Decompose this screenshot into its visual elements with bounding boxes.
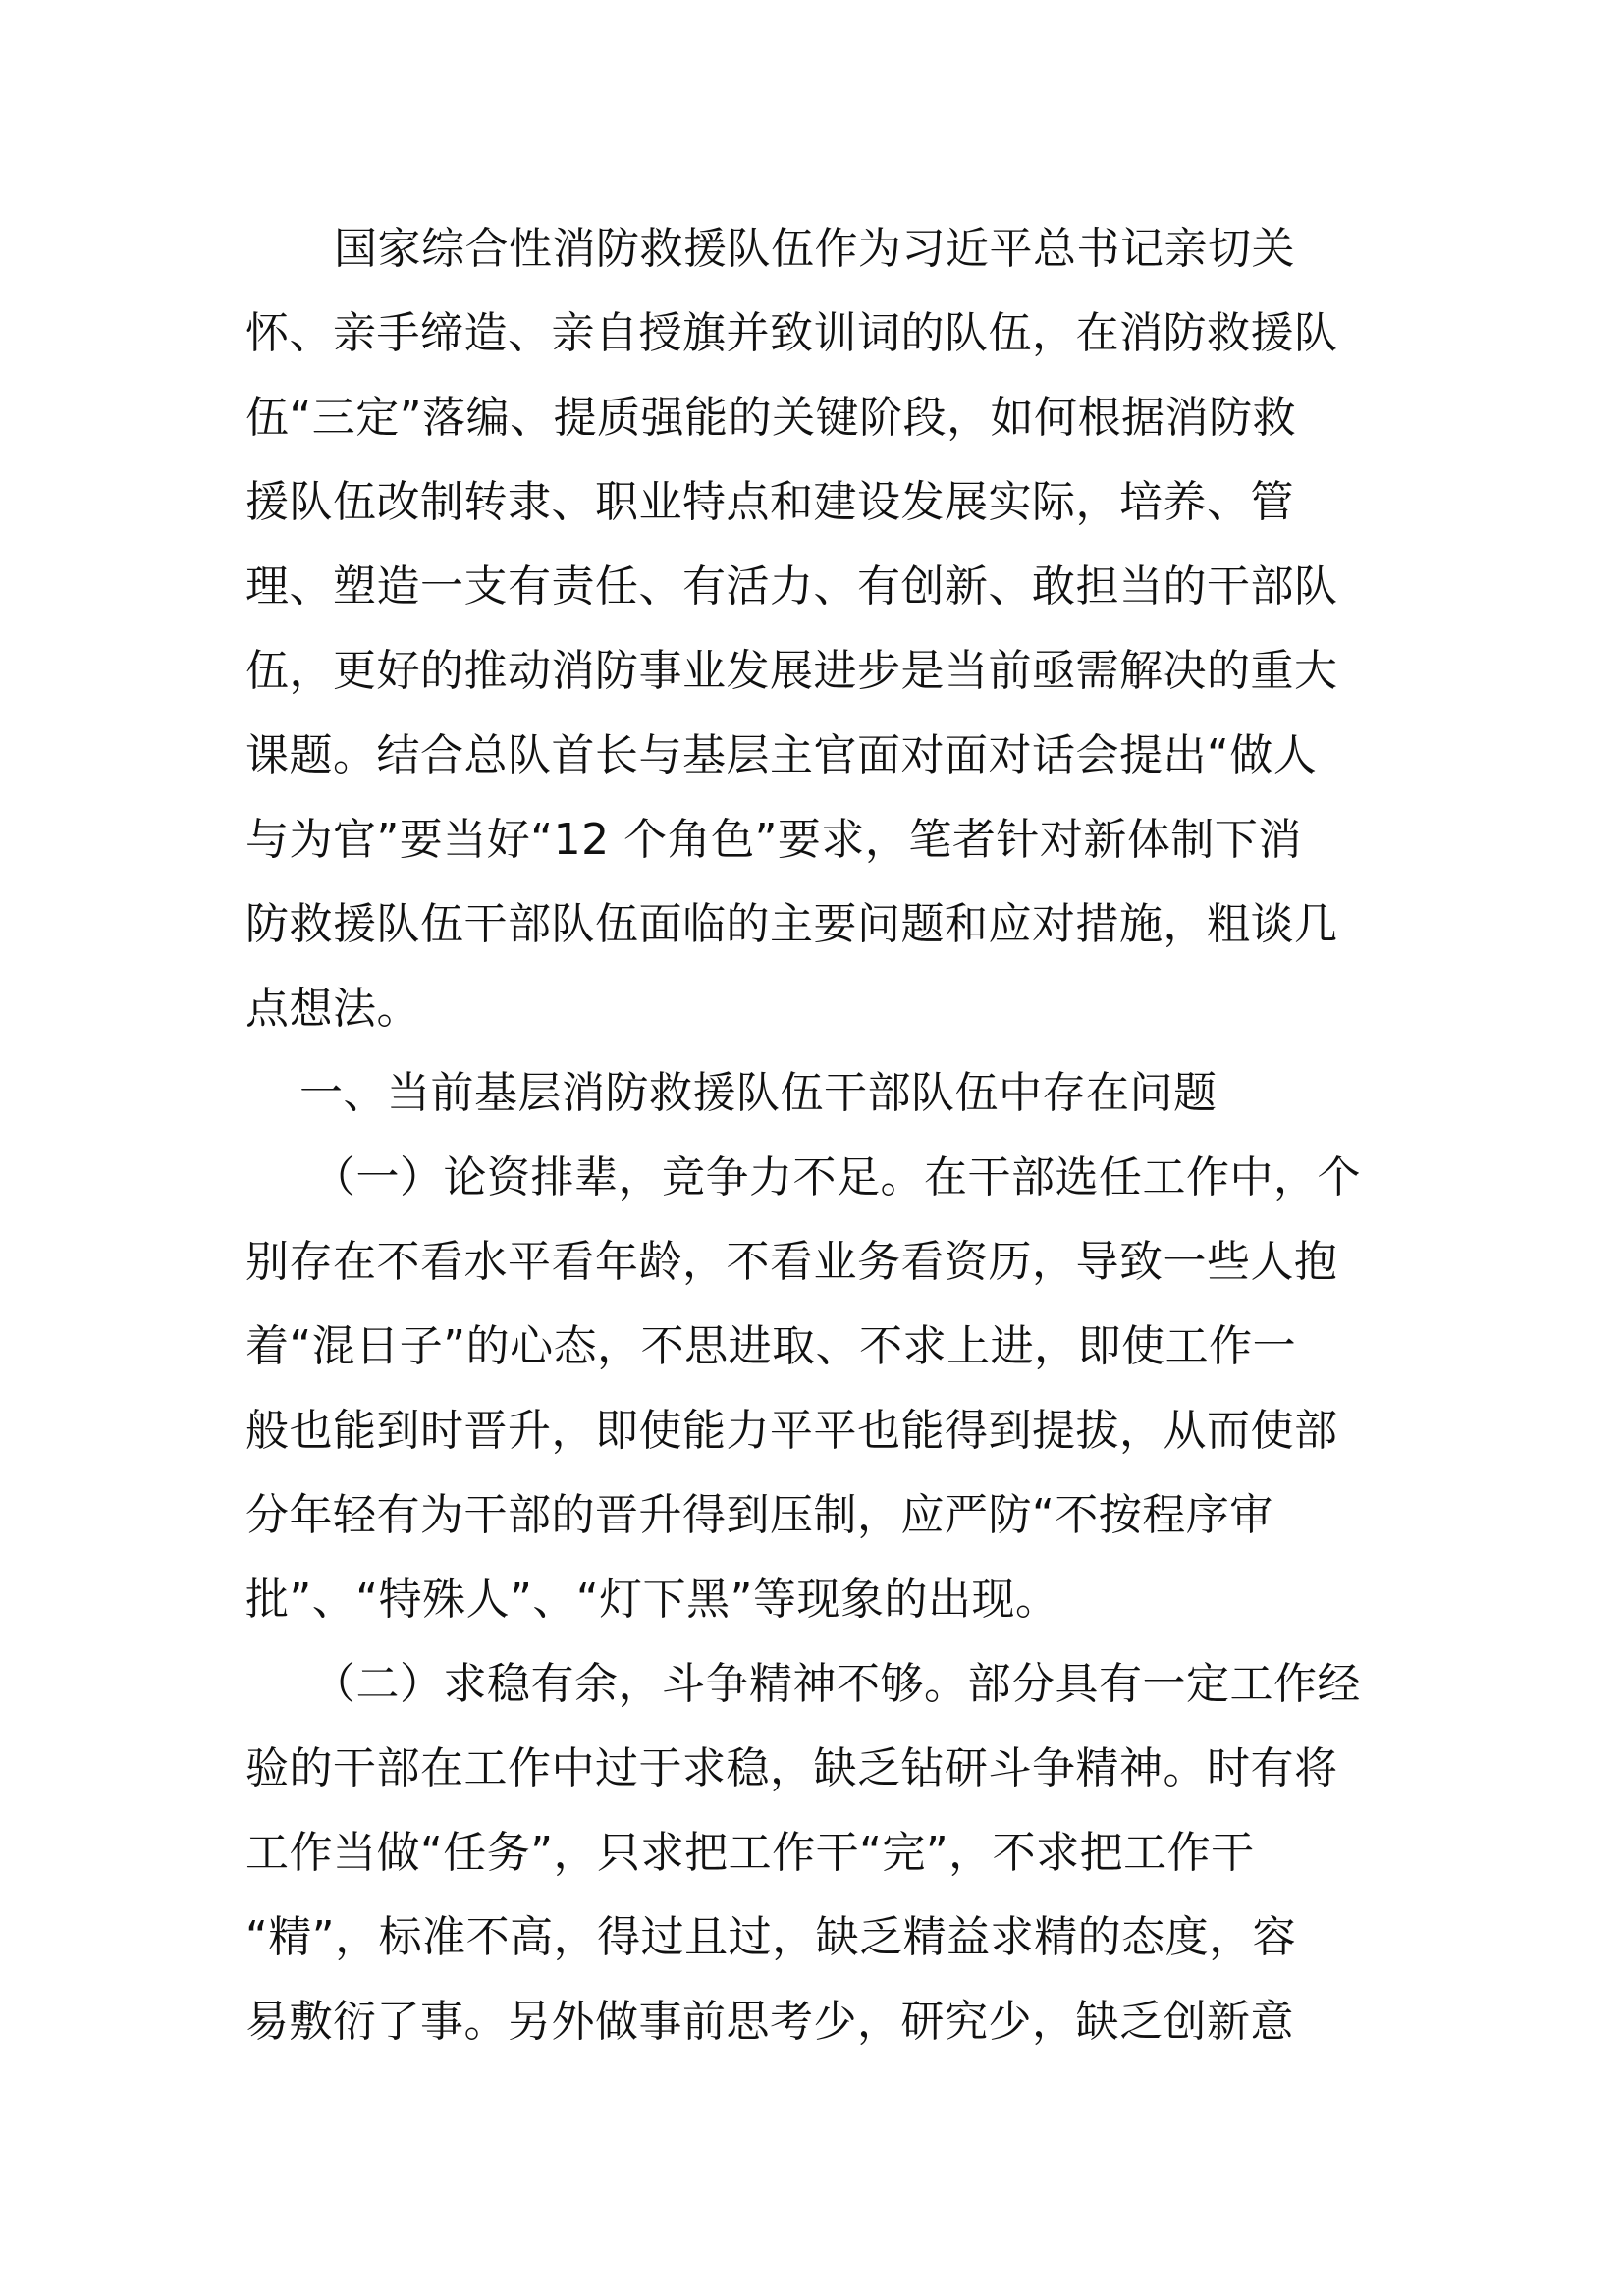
text-line: 批”、“特殊人”、“灯下黑”等现象的出现。 (245, 1575, 1059, 1625)
text-line: 援队伍改制转隶、职业特点和建设发展实际，培养、管 (245, 477, 1294, 527)
text-line: 着“混日子”的心态，不思进取、不求上进，即使工作一 (245, 1321, 1297, 1371)
text-line: 伍“三定”落编、提质强能的关键阶段，如何根据消防救 (245, 393, 1297, 443)
text-line: 验的干部在工作中过于求稳，缺乏钻研斗争精神。时有将 (245, 1743, 1338, 1793)
text-line: （一）论资排辈，竞争力不足。在干部选任工作中，个 (312, 1152, 1361, 1202)
text-line: “精”，标准不高，得过且过，缺乏精益求精的态度，容 (245, 1912, 1297, 1962)
text-line: 理、塑造一支有责任、有活力、有创新、敢担当的干部队 (245, 561, 1338, 612)
text-line: 怀、亲手缔造、亲自授旗并致训词的队伍，在消防救援队 (245, 308, 1338, 358)
text-line: 与为官”要当好“12 个角色”要求，笔者针对新体制下消 (245, 815, 1302, 865)
section-heading: 一、当前基层消防救援队伍干部队伍中存在问题 (299, 1068, 1218, 1118)
text-line: 分年轻有为干部的晋升得到压制，应严防“不按程序审 (245, 1490, 1273, 1540)
text-line: 易敷衍了事。另外做事前思考少，研究少，缺乏创新意 (245, 1997, 1294, 2047)
text-line: 伍，更好的推动消防事业发展进步是当前亟需解决的重大 (245, 646, 1338, 696)
text-line: 点想法。 (245, 984, 420, 1034)
text-line: 课题。结合总队首长与基层主官面对面对话会提出“做人 (245, 730, 1318, 780)
text-line: 般也能到时晋升，即使能力平平也能得到提拔，从而使部 (245, 1406, 1338, 1456)
text-line: 国家综合性消防救援队伍作为习近平总书记亲切关 (334, 224, 1295, 274)
text-line: 工作当做“任务”，只求把工作干“完”，不求把工作干 (245, 1828, 1255, 1878)
text-line: 别存在不看水平看年龄，不看业务看资历，导致一些人抱 (245, 1237, 1338, 1287)
text-line: （二）求稳有余，斗争精神不够。部分具有一定工作经 (312, 1659, 1361, 1709)
text-line: 防救援队伍干部队伍面临的主要问题和应对措施，粗谈几 (245, 899, 1338, 949)
